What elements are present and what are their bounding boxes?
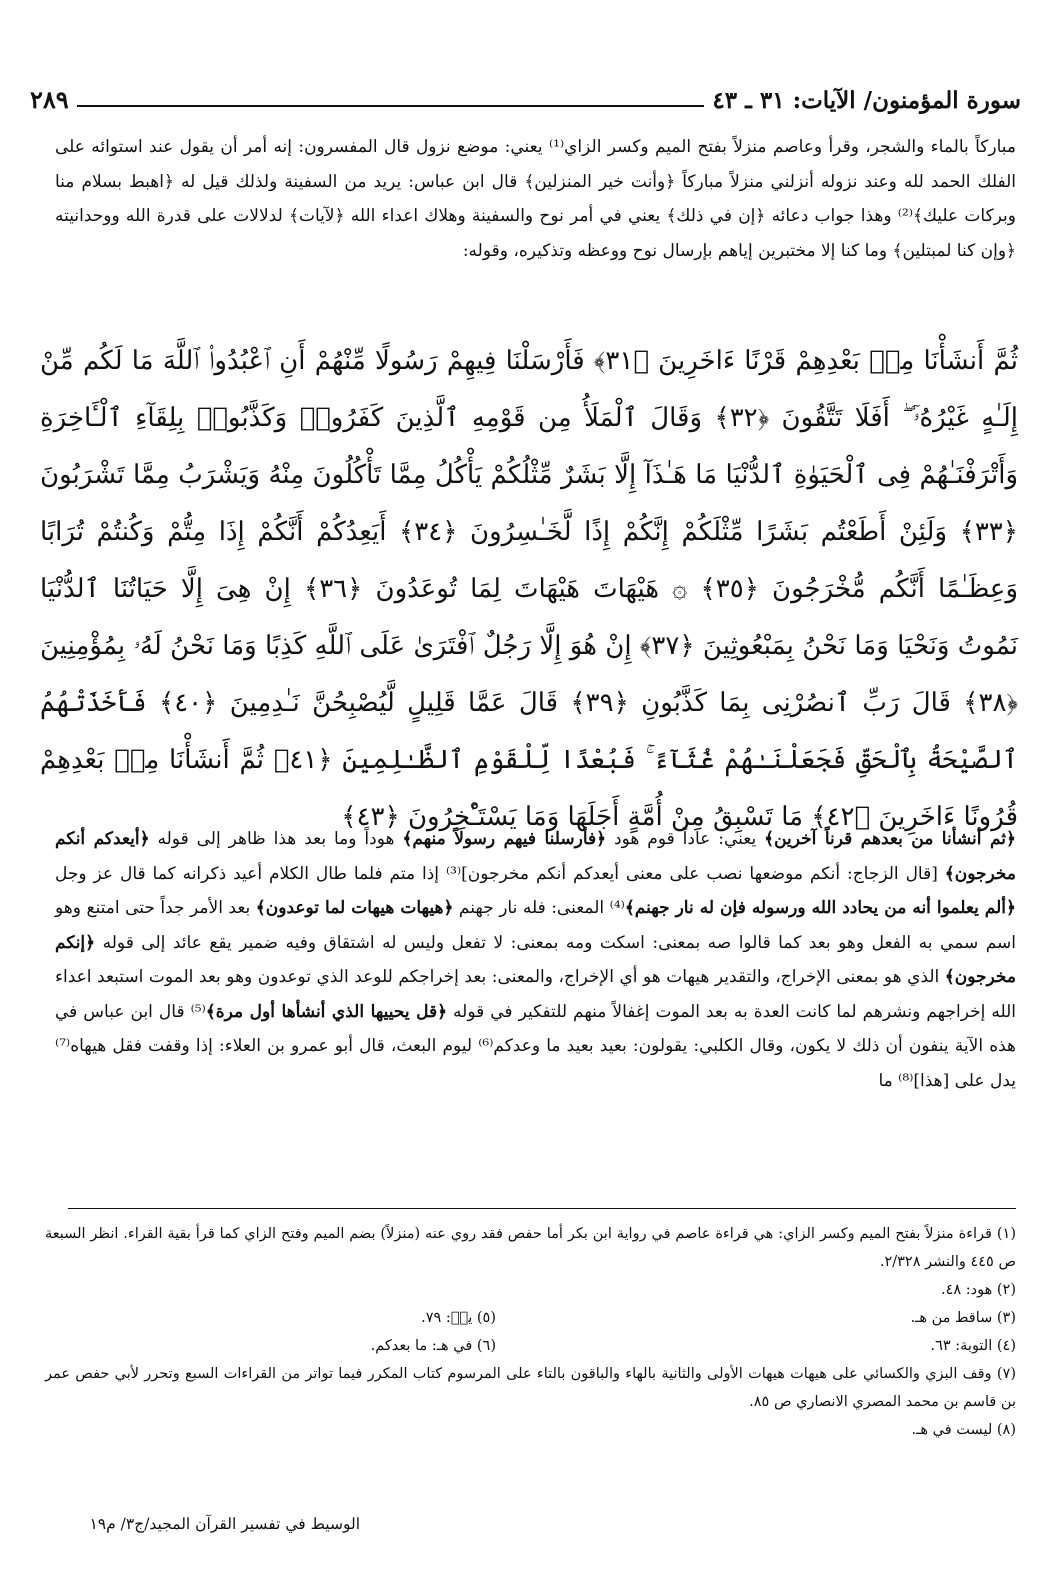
- footnote-1: (١) قراءة منزلاً بفتح الميم وكسر الزاي: هي قراءة عاصم في رواية ابن بكر أما حفص فقد روي عنه (منزلاً) بضم الميم وفتح الزاي كما قرأ بقية القراء. انظر السبعة ص ٤٤٥ والنشر ٢/٣٢٨.: [45, 1226, 1016, 1270]
- commentary-segment: الذي هو بمعنى الإخراج، والتقدير هيهات هو أي الإخراج، والمعنى: بعد إخراجكم للوعد الذي توعدون وهو بعد الموت استبعد اعداء الله إخراجهم ونشرهم لما كانت العدة به بعد الموت إغفالاً منهم للتفكير في قوله: [55, 967, 1016, 1022]
- footnote-2: (٢) هود: ٤٨.: [940, 1282, 1016, 1298]
- running-footer: الوسيط في تفسير القرآن المجيد/ج٣/ م١٩: [89, 1515, 360, 1533]
- footnote-pair: [45, 1332, 1016, 1360]
- footnote-5: (٥) يسۤ: ٧٩.: [421, 1310, 496, 1326]
- footnote-4: (٤) التوبة: ٦٣.: [930, 1338, 1016, 1354]
- quran-verses-block: [40, 333, 1018, 846]
- page-header: [30, 70, 1021, 114]
- intro-paragraph: [55, 130, 1016, 268]
- commentary-segment: بعد الأمر جداً حتى امتنع وهو اسم سمي به الفعل وهو بعد كما قالوا صه بمعنى: اسكت ومه بمعنى: لا تفعل وليس له اشتقاق وفيه ضمير يقع عائد إلى قوله: [55, 898, 1016, 953]
- intro-text: مباركاً بالماء والشجر، وقرأ وعاصم منزلاً بفتح الميم وكسر الزاي⁽¹⁾ يعني: موضع نزول قال المفسرون: إنه أمر أن يقول عند استوائه على الفلك الحمد لله وعند نزوله أنزلني منزلاً مباركاً ﴿وأنت خير المنزلين﴾ قال ابن عباس: يريد من السفينة ولذلك قيل له ﴿اهبط بسلام منا وبركات عليك﴾⁽²⁾ وهذا جواب دعائه ﴿إن في ذلك﴾ يعني في أمر نوح والسفينة وهلاك اعداء الله ﴿لآيات﴾ لدلالات على قدرة الله ووحدانيته ﴿وإن كنا لمبتلين﴾ وما كنا إلا مختبرين إياهم بإرسال نوح ووعظه وتذكيره، وقوله:: [55, 137, 1016, 261]
- quote-verse-31: ﴿ثم أنشأنا من بعدهم قرناً آخرين﴾: [764, 829, 1016, 849]
- quote-mukhrajun: ﴿إنكم مخرجون﴾: [55, 932, 1016, 987]
- footnote-divider: [68, 1208, 1016, 1209]
- commentary-segment: [قال الزجاج: أنكم موضعها نصب على معنى أيعدكم أنكم مخرجون]⁽³⁾ إذا متم فلما طال الكلام أعيد ذكرانه كما قال عز وجل: [55, 863, 945, 884]
- footnote-6: (٦) في هـ: ما بعدكم.: [370, 1338, 496, 1354]
- commentary-segment: ⁽⁴⁾ المعنى: فله نار جهنم: [453, 898, 625, 918]
- quote-verse-36: ﴿هيهات هيهات لما توعدون﴾: [255, 898, 454, 918]
- quran-verses: ثُمَّ أَنشَأْنَا مِنۢ بَعْدِهِمْ قَرْنًا ءَاخَرِينَ ﴿٣١﴾ فَأَرْسَلْنَا فِيهِمْ رَسُولًا مِّنْهُمْ أَنِ ٱعْبُدُوا۟ ٱللَّهَ مَا لَكُم مِّنْ إِلَـٰهٍ غَيْرُهُۥٓ ۖ أَفَلَا تَتَّقُونَ ﴿٣٢﴾ وَقَالَ ٱلْمَلَأُ مِن قَوْمِهِ ٱلَّذِينَ كَفَرُوا۟ وَكَذَّبُوا۟ بِلِقَآءِ ٱلْـَٔاخِرَةِ وَأَتْرَفْنَـٰهُمْ فِى ٱلْحَيَوٰةِ ٱلدُّنْيَا مَا هَـٰذَآ إِلَّا بَشَرٌ مِّثْلُكُمْ يَأْكُلُ مِمَّا تَأْكُلُونَ مِنْهُ وَيَشْرَبُ مِمَّا تَشْرَبُونَ ﴿٣٣﴾ وَلَئِنْ أَطَعْتُم بَشَرًا مِّثْلَكُمْ إِنَّكُمْ إِذًا لَّخَـٰسِرُونَ ﴿٣٤﴾ أَيَعِدُكُمْ أَنَّكُمْ إِذَا مِتُّمْ وَكُنتُمْ تُرَابًا وَعِظَـٰمًا أَنَّكُم مُّخْرَجُونَ ﴿٣٥﴾ ۞ هَيْهَاتَ هَيْهَاتَ لِمَا تُوعَدُونَ ﴿٣٦﴾ إِنْ هِىَ إِلَّا حَيَاتُنَا ٱلدُّنْيَا نَمُوتُ وَنَحْيَا وَمَا نَحْنُ بِمَبْعُوثِينَ ﴿٣٧﴾ إِنْ هُوَ إِلَّا رَجُلٌ ٱفْتَرَىٰ عَلَى ٱللَّهِ كَذِبًا وَمَا نَحْنُ لَهُۥ بِمُؤْمِنِينَ ﴿٣٨﴾ قَالَ رَبِّ ٱنصُرْنِى بِمَا كَذَّبُونِ ﴿٣٩﴾ قَالَ عَمَّا قَلِيلٍ لَّيُصْبِحُنَّ نَـٰدِمِينَ ﴿٤٠﴾ فَأَخَذَتْهُمُ ٱلصَّيْحَةُ بِٱلْحَقِّ فَجَعَلْنَـٰهُمْ غُثَآءً ۚ فَبُعْدًا لِّلْقَوْمِ ٱلظَّـٰلِمِينَ ﴿٤١﴾ ثُمَّ أَنشَأْنَا مِنۢ بَعْدِهِمْ قُرُونًا ءَاخَرِينَ ﴿٤٢﴾ مَا تَسْبِقُ مِنْ أُمَّةٍ أَجَلَهَا وَمَا يَسْتَـْٔخِرُونَ ﴿٤٣﴾: [40, 346, 1019, 832]
- quote-tawbah: ﴿ألم يعلموا أنه من يحادد الله ورسوله فإن له نار جهنم﴾: [624, 898, 1016, 918]
- commentary-segment: هوداً وما بعد هذا ظاهر إلى قوله: [149, 829, 403, 849]
- footnotes: [45, 1220, 1016, 1444]
- surah-title: سورة المؤمنون/ الآيات: ٣١ ـ ٤٣: [712, 87, 1021, 114]
- footnote-3: (٣) ساقط من هـ.: [910, 1310, 1016, 1326]
- commentary-segment: ⁽⁵⁾ قال ابن عباس في هذه الآية ينفون أن ذلك لا يكون، وقال الكلبي: يقولون: بعيد بعيد ما وعدكم⁽⁶⁾ ليوم البعث، قال أبو عمرو بن العلاء: إذا وقفت فقل هيهاه⁽⁷⁾ يدل على [هذا]⁽⁸⁾ ما: [55, 1001, 1016, 1091]
- commentary-segment: يعني: عاداً قوم هود: [606, 829, 765, 849]
- commentary-paragraph: [55, 822, 1016, 1098]
- commentary-text: [55, 822, 1016, 1098]
- page-number: ٢٨٩: [30, 85, 69, 114]
- quote-verse-32: ﴿فأرسلنا فيهم رسولاً منهم﴾: [402, 829, 607, 849]
- footnote-pair: [45, 1304, 1016, 1332]
- quote-yasin: ﴿قل يحييها الذي أنشأها أول مرة﴾: [205, 1001, 448, 1022]
- header-rule: [77, 105, 705, 107]
- footnote-8: (٨) ليست في هـ.: [911, 1422, 1016, 1438]
- quote-verse-35: ﴿أيعدكم أنكم مخرجون﴾: [55, 829, 1016, 884]
- footnote-7: (٧) وقف البزي والكسائي على هيهات هيهات الأولى والثانية بالهاء والباقون بالتاء على المرسوم كتاب المكرر فيما تواتر من القراءات السبع وتحرر لأبي حفص عمر بن قاسم بن محمد المصري الانصاري ص ٨٥.: [45, 1366, 1016, 1410]
